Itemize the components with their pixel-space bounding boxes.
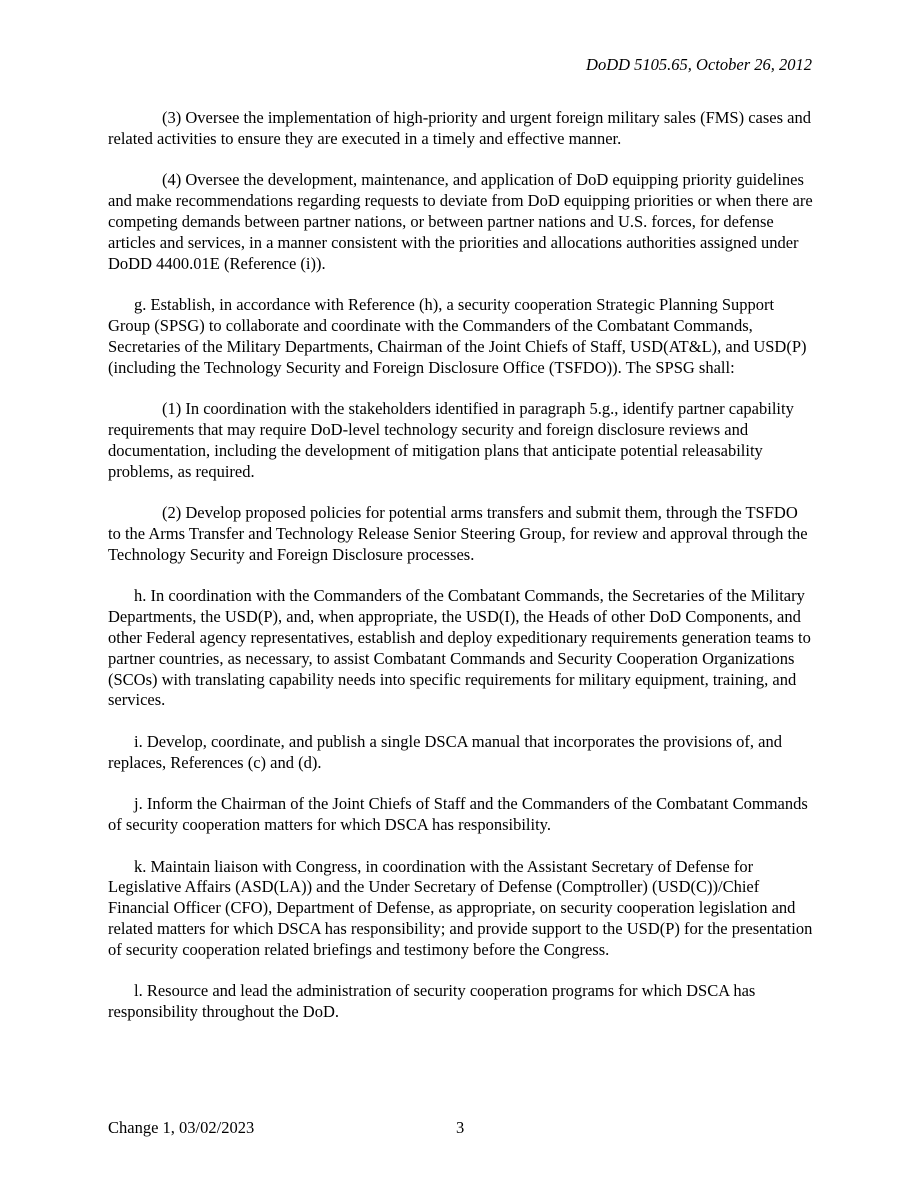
- paragraph-h-expeditionary-teams: h. In coordination with the Commanders of the Combatant Commands, the Secretaries of the Military Departments, the USD(P), and, when appropriate, the USD(I), the Heads of other DoD Components, and other Federal agency representatives, establish and deploy expeditionary requirements generation teams to partner countries, as necessary, to assist Combatant Commands and Security Cooperation Organizations (SCOs) with translating capability needs into specific requirements for military equipment, training, and services.: [108, 586, 811, 710]
- paragraph-g-spsg: g. Establish, in accordance with Reference (h), a security cooperation Strategic Planning Support Group (SPSG) to collaborate and coordinate with the Commanders of the Combatant Commands, Secretaries of the Military Departments, Chairman of the Joint Chiefs of Staff, USD(AT&L), and USD(P) (including the Technology Security and Foreign Disclosure Office (TSFDO)). The SPSG shall:: [108, 295, 807, 377]
- document-header: DoDD 5105.65, October 26, 2012: [586, 55, 812, 74]
- footer-change-notice: Change 1, 03/02/2023: [108, 1118, 255, 1137]
- footer-page-number: 3: [456, 1118, 465, 1137]
- document-body: [108, 108, 813, 1044]
- paragraph-l-resource-lead: l. Resource and lead the administration of security cooperation programs for which DSCA has responsibility throughout the DoD.: [108, 981, 756, 1022]
- paragraph-i-dsca-manual: i. Develop, coordinate, and publish a single DSCA manual that incorporates the provisions of, and replaces, References (c) and (d).: [108, 731, 782, 772]
- paragraph-j-inform-chairman: j. Inform the Chairman of the Joint Chiefs of Staff and the Commanders of the Combatant Commands of security cooperation matters for which DSCA has responsibility.: [108, 794, 808, 835]
- paragraph-g1-capability-requirements: (1) In coordination with the stakeholders identified in paragraph 5.g., identify partner capability requirements that may require DoD-level technology security and foreign disclosure reviews and documentation, including the development of mitigation plans that anticipate potential releasability problems, as required.: [108, 399, 794, 481]
- paragraph-3-oversee-fms: (3) Oversee the implementation of high-priority and urgent foreign military sales (FMS) cases and related activities to ensure they are executed in a timely and effective manner.: [108, 108, 811, 148]
- paragraph-4-equipping-priority: (4) Oversee the development, maintenance, and application of DoD equipping priority guidelines and make recommendations regarding requests to deviate from DoD equipping priorities or when there are competing demands between partner nations, or between partner nations and U.S. forces, for defense articles and services, in a manner consistent with the priorities and allocations authorities assigned under DoDD 4400.01E (Reference (i)).: [108, 170, 813, 273]
- paragraph-g2-arms-transfer-policies: (2) Develop proposed policies for potential arms transfers and submit them, through the TSFDO to the Arms Transfer and Technology Release Senior Steering Group, for review and approval through the Technology Security and Foreign Disclosure processes.: [108, 503, 808, 564]
- paragraph-k-congress-liaison: k. Maintain liaison with Congress, in coordination with the Assistant Secretary of Defense for Legislative Affairs (ASD(LA)) and the Under Secretary of Defense (Comptroller) (USD(C))/Chief Financial Officer (CFO), Department of Defense, as appropriate, on security cooperation legislation and related matters for which DSCA has responsibility; and provide support to the USD(P) for the presentation of security cooperation related briefings and testimony before the Congress.: [108, 856, 813, 959]
